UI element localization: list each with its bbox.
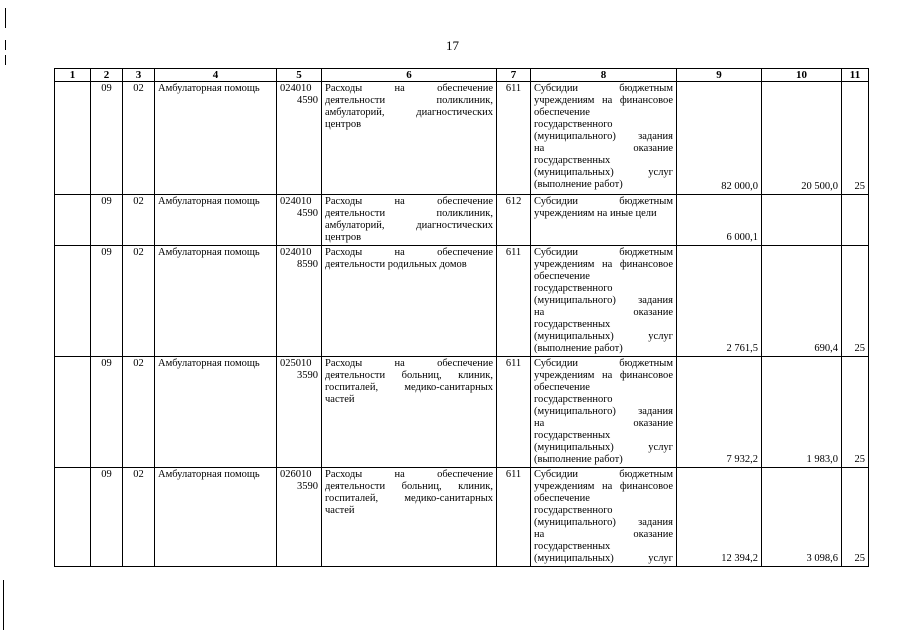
cell-subsidy bbox=[531, 468, 677, 567]
cell-empty bbox=[55, 82, 91, 195]
text-line: учреждениям на иные цели bbox=[534, 208, 657, 219]
table-row bbox=[55, 195, 869, 246]
text-line: государственных bbox=[534, 430, 611, 441]
text-line: на оказание bbox=[534, 418, 673, 429]
text-line: (муниципального) задания bbox=[534, 406, 673, 417]
cell-amount bbox=[677, 195, 762, 246]
header-cell: 2 bbox=[91, 69, 123, 82]
cell-code bbox=[277, 82, 322, 195]
cell-empty bbox=[55, 468, 91, 567]
code-part: 3590 bbox=[297, 370, 318, 381]
cell-subsidy bbox=[531, 246, 677, 357]
text-line: деятельности больниц, клиник, bbox=[325, 481, 493, 492]
text-line: государственных bbox=[534, 155, 611, 166]
header-cell: 5 bbox=[277, 69, 322, 82]
cell-code bbox=[277, 246, 322, 357]
cell-type: 611 bbox=[497, 246, 531, 357]
header-cell: 4 bbox=[155, 69, 277, 82]
margin-mark bbox=[5, 55, 6, 65]
text-line: государственных bbox=[534, 319, 611, 330]
percent-value: 25 bbox=[854, 181, 865, 192]
text-line: госпиталей, медико-санитарных bbox=[325, 493, 493, 504]
text-line: (выполнение работ) bbox=[534, 454, 623, 465]
cell-name: Амбулаторная помощь bbox=[155, 82, 277, 195]
header-row bbox=[55, 69, 869, 82]
text-line: Расходы на обеспечение bbox=[325, 196, 493, 207]
text-line: центров bbox=[325, 232, 362, 243]
cell-expense bbox=[322, 357, 497, 468]
text-line: государственного bbox=[534, 505, 613, 516]
text-line: (муниципальных) услуг bbox=[534, 331, 673, 342]
code-part: 026010 bbox=[280, 469, 312, 480]
header-cell: 10 bbox=[762, 69, 842, 82]
text-line: Субсидии бюджетным bbox=[534, 469, 673, 480]
cell-section: 09 bbox=[91, 246, 123, 357]
text-line: обеспечение bbox=[534, 493, 590, 504]
cell-expense bbox=[322, 82, 497, 195]
cell-section: 09 bbox=[91, 357, 123, 468]
table-row bbox=[55, 468, 869, 567]
header-cell: 8 bbox=[531, 69, 677, 82]
percent-value: 25 bbox=[854, 343, 865, 354]
header-cell: 7 bbox=[497, 69, 531, 82]
cell-amount bbox=[677, 468, 762, 567]
cell-empty bbox=[55, 246, 91, 357]
cell-percent bbox=[842, 195, 869, 246]
text-line: амбулаторий, диагностических bbox=[325, 107, 493, 118]
text-line: частей bbox=[325, 505, 355, 516]
amount-value: 2 761,5 bbox=[726, 343, 758, 354]
page-number: 17 bbox=[446, 38, 459, 53]
cell-name: Амбулаторная помощь bbox=[155, 195, 277, 246]
text-line: (муниципальных) услуг bbox=[534, 442, 673, 453]
cell-empty bbox=[55, 195, 91, 246]
table-row bbox=[55, 246, 869, 357]
amount-value: 12 394,2 bbox=[721, 553, 758, 564]
code-part: 024010 bbox=[280, 247, 312, 258]
text-line: Субсидии бюджетным bbox=[534, 196, 673, 207]
cell-percent bbox=[842, 357, 869, 468]
code-part: 025010 bbox=[280, 358, 312, 369]
header-cell: 1 bbox=[55, 69, 91, 82]
cell-percent bbox=[842, 246, 869, 357]
table-row bbox=[55, 82, 869, 195]
text-line: (муниципального) задания bbox=[534, 295, 673, 306]
text-line: обеспечение bbox=[534, 271, 590, 282]
cell-code bbox=[277, 195, 322, 246]
amount-value: 690,4 bbox=[814, 343, 838, 354]
text-line: обеспечение bbox=[534, 382, 590, 393]
cell-subsidy bbox=[531, 357, 677, 468]
amount-value: 20 500,0 bbox=[801, 181, 838, 192]
header-cell: 11 bbox=[842, 69, 869, 82]
text-line: Субсидии бюджетным bbox=[534, 83, 673, 94]
header-cell: 3 bbox=[123, 69, 155, 82]
cell-subsection: 02 bbox=[123, 195, 155, 246]
cell-subsidy bbox=[531, 82, 677, 195]
cell-type: 611 bbox=[497, 82, 531, 195]
cell-type: 611 bbox=[497, 468, 531, 567]
cell-amount-quarter bbox=[762, 357, 842, 468]
cell-code bbox=[277, 468, 322, 567]
cell-amount-quarter bbox=[762, 468, 842, 567]
cell-type: 612 bbox=[497, 195, 531, 246]
text-line: (выполнение работ) bbox=[534, 343, 623, 354]
cell-empty bbox=[55, 357, 91, 468]
text-line: на оказание bbox=[534, 529, 673, 540]
text-line: Субсидии бюджетным bbox=[534, 247, 673, 258]
cell-subsection: 02 bbox=[123, 82, 155, 195]
text-line: Расходы на обеспечение bbox=[325, 469, 493, 480]
code-part: 8590 bbox=[297, 259, 318, 270]
cell-name: Амбулаторная помощь bbox=[155, 468, 277, 567]
text-line: (муниципальных) услуг bbox=[534, 553, 673, 564]
text-line: госпиталей, медико-санитарных bbox=[325, 382, 493, 393]
cell-name: Амбулаторная помощь bbox=[155, 246, 277, 357]
text-line: государственного bbox=[534, 283, 613, 294]
cell-percent bbox=[842, 82, 869, 195]
cell-subsection: 02 bbox=[123, 357, 155, 468]
cell-subsection: 02 bbox=[123, 468, 155, 567]
text-line: частей bbox=[325, 394, 355, 405]
text-line: деятельности поликлиник, bbox=[325, 208, 493, 219]
text-line: учреждениям на финансовое bbox=[534, 370, 673, 381]
cell-expense bbox=[322, 468, 497, 567]
text-line: учреждениям на финансовое bbox=[534, 259, 673, 270]
cell-subsidy bbox=[531, 195, 677, 246]
cell-amount bbox=[677, 357, 762, 468]
code-part: 024010 bbox=[280, 83, 312, 94]
text-line: учреждениям на финансовое bbox=[534, 95, 673, 106]
margin-mark bbox=[5, 8, 6, 28]
amount-value: 1 983,0 bbox=[806, 454, 838, 465]
text-line: Субсидии бюджетным bbox=[534, 358, 673, 369]
header-cell: 9 bbox=[677, 69, 762, 82]
text-line: Расходы на обеспечение bbox=[325, 83, 493, 94]
text-line: Расходы на обеспечение bbox=[325, 358, 493, 369]
cell-amount bbox=[677, 246, 762, 357]
table-row bbox=[55, 357, 869, 468]
text-line: (муниципального) задания bbox=[534, 131, 673, 142]
percent-value: 25 bbox=[854, 454, 865, 465]
text-line: амбулаторий, диагностических bbox=[325, 220, 493, 231]
text-line: Расходы на обеспечение bbox=[325, 247, 493, 258]
code-part: 4590 bbox=[297, 95, 318, 106]
text-line: учреждениям на финансовое bbox=[534, 481, 673, 492]
text-line: государственных bbox=[534, 541, 611, 552]
text-line: центров bbox=[325, 119, 362, 130]
cell-amount-quarter bbox=[762, 82, 842, 195]
cell-amount-quarter bbox=[762, 246, 842, 357]
cell-subsection: 02 bbox=[123, 246, 155, 357]
header-cell: 6 bbox=[322, 69, 497, 82]
cell-percent bbox=[842, 468, 869, 567]
margin-mark bbox=[3, 580, 4, 630]
code-part: 3590 bbox=[297, 481, 318, 492]
amount-value: 7 932,2 bbox=[726, 454, 758, 465]
cell-type: 611 bbox=[497, 357, 531, 468]
text-line: государственного bbox=[534, 394, 613, 405]
text-line: деятельности поликлиник, bbox=[325, 95, 493, 106]
text-line: (муниципального) задания bbox=[534, 517, 673, 528]
cell-expense bbox=[322, 246, 497, 357]
cell-section: 09 bbox=[91, 82, 123, 195]
cell-section: 09 bbox=[91, 195, 123, 246]
code-part: 024010 bbox=[280, 196, 312, 207]
text-line: обеспечение bbox=[534, 107, 590, 118]
cell-code bbox=[277, 357, 322, 468]
percent-value: 25 bbox=[854, 553, 865, 564]
text-line: (муниципальных) услуг bbox=[534, 167, 673, 178]
text-line: на оказание bbox=[534, 143, 673, 154]
code-part: 4590 bbox=[297, 208, 318, 219]
amount-value: 82 000,0 bbox=[721, 181, 758, 192]
cell-amount-quarter bbox=[762, 195, 842, 246]
text-line: государственного bbox=[534, 119, 613, 130]
amount-value: 6 000,1 bbox=[726, 232, 758, 243]
text-line: (выполнение работ) bbox=[534, 179, 623, 190]
cell-amount bbox=[677, 82, 762, 195]
budget-table bbox=[54, 68, 869, 567]
text-line: деятельности больниц, клиник, bbox=[325, 370, 493, 381]
cell-section: 09 bbox=[91, 468, 123, 567]
text-line: на оказание bbox=[534, 307, 673, 318]
cell-expense bbox=[322, 195, 497, 246]
cell-name: Амбулаторная помощь bbox=[155, 357, 277, 468]
amount-value: 3 098,6 bbox=[806, 553, 838, 564]
text-line: деятельности родильных домов bbox=[325, 259, 467, 270]
